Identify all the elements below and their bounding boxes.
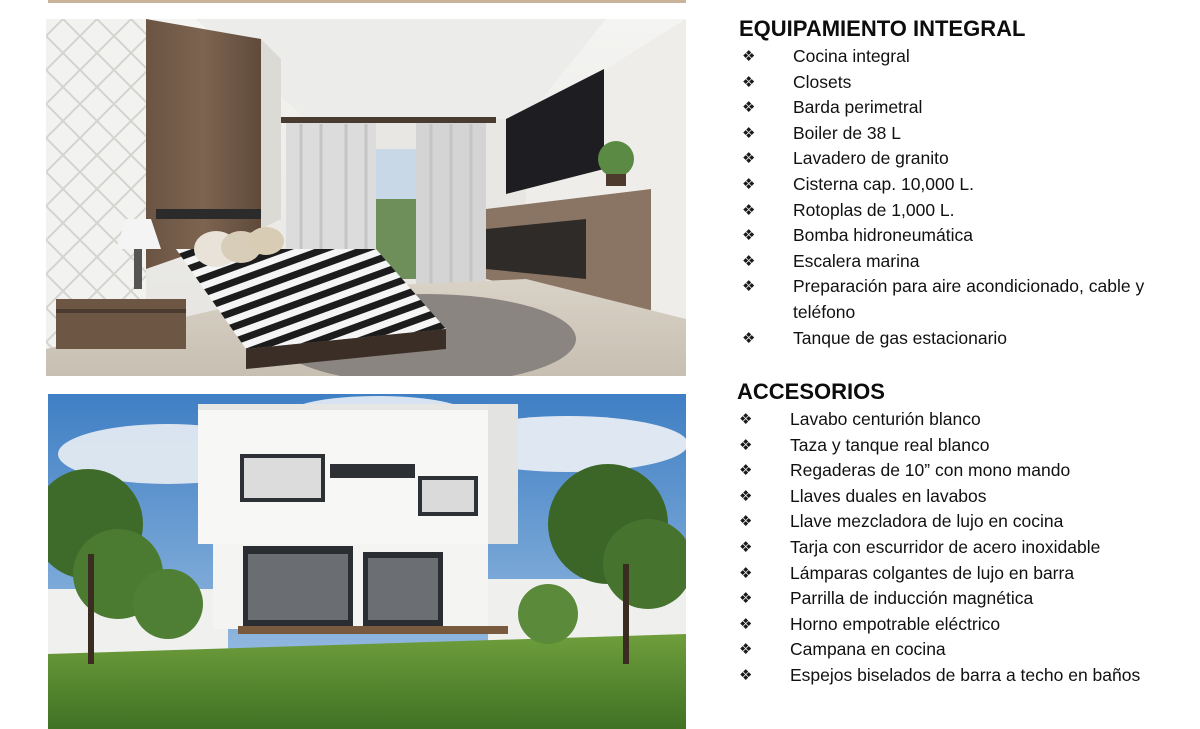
list-item <box>742 274 1182 325</box>
list-item <box>739 509 1189 535</box>
diamond-bullet-icon: ❖ <box>742 72 756 91</box>
list-item <box>739 612 1189 638</box>
list-item <box>742 326 1182 352</box>
bedroom-render-image <box>46 19 686 376</box>
list-item <box>742 44 1182 70</box>
list-item <box>739 484 1189 510</box>
list-item-label: Lavadero de granito <box>793 148 949 169</box>
top-image-edge <box>48 0 686 3</box>
list-item-label: Espejos biselados de barra a techo en baños <box>790 664 1141 685</box>
list-item <box>742 146 1182 172</box>
diamond-bullet-icon: ❖ <box>739 512 753 531</box>
diamond-bullet-icon: ❖ <box>739 665 753 684</box>
list-item <box>742 172 1182 198</box>
list-item <box>742 70 1182 96</box>
list-item <box>739 433 1189 459</box>
list-item <box>742 223 1182 249</box>
diamond-bullet-icon: ❖ <box>742 174 756 193</box>
list-item-label: Taza y tanque real blanco <box>790 434 990 455</box>
list-item-label: Escalera marina <box>793 250 920 271</box>
list-item <box>739 586 1189 612</box>
diamond-bullet-icon: ❖ <box>739 435 753 454</box>
list-item-label: Campana en cocina <box>790 639 946 660</box>
list-item <box>739 535 1189 561</box>
list-item-label: Tarja con escurridor de acero inoxidable <box>790 536 1101 557</box>
list-item <box>739 663 1189 689</box>
diamond-bullet-icon: ❖ <box>739 563 753 582</box>
diamond-bullet-icon: ❖ <box>739 486 753 505</box>
diamond-bullet-icon: ❖ <box>739 410 753 428</box>
diamond-bullet-icon: ❖ <box>742 200 756 219</box>
diamond-bullet-icon: ❖ <box>742 277 756 296</box>
list-item-label: Bomba hidroneumática <box>793 225 973 246</box>
diamond-bullet-icon: ❖ <box>742 328 756 347</box>
list-item-label: Tanque de gas estacionario <box>793 327 1008 348</box>
list-item <box>742 198 1182 224</box>
list-item <box>742 95 1182 121</box>
diamond-bullet-icon: ❖ <box>742 123 756 142</box>
list-item-label: Closets <box>793 71 852 92</box>
list-item-label: Barda perimetral <box>793 97 923 118</box>
list-item-label: Boiler de 38 L <box>793 122 901 143</box>
diamond-bullet-icon: ❖ <box>739 614 753 633</box>
house-exterior-render-image <box>48 394 686 729</box>
list-item <box>739 407 1189 433</box>
list-item-label: Preparación para aire acondicionado, cable y teléfono <box>793 276 1145 322</box>
diamond-bullet-icon: ❖ <box>742 98 756 117</box>
list-item <box>739 561 1189 587</box>
list-item-label: Lavabo centurión blanco <box>790 409 981 429</box>
list-item-label: Regaderas de 10” con mono mando <box>790 460 1071 481</box>
list-item-label: Rotoplas de 1,000 L. <box>793 199 955 220</box>
list-item-label: Parrilla de inducción magnética <box>790 588 1034 609</box>
list-item <box>739 637 1189 663</box>
diamond-bullet-icon: ❖ <box>742 149 756 168</box>
accesorios-title: ACCESORIOS <box>737 379 885 404</box>
list-item-label: Cocina integral <box>793 46 910 66</box>
equipamiento-title: EQUIPAMIENTO INTEGRAL <box>739 16 1026 41</box>
list-item-label: Cisterna cap. 10,000 L. <box>793 173 974 194</box>
list-item-label: Horno empotrable eléctrico <box>790 613 1001 634</box>
accesorios-list <box>739 407 1189 689</box>
list-item <box>742 249 1182 275</box>
equipamiento-list <box>742 44 1182 351</box>
diamond-bullet-icon: ❖ <box>739 589 753 608</box>
diamond-bullet-icon: ❖ <box>739 461 753 480</box>
list-item <box>739 458 1189 484</box>
list-item <box>742 121 1182 147</box>
diamond-bullet-icon: ❖ <box>739 640 753 659</box>
diamond-bullet-icon: ❖ <box>742 47 756 65</box>
list-item-label: Lámparas colgantes de lujo en barra <box>790 562 1075 583</box>
list-item-label: Llave mezcladora de lujo en cocina <box>790 511 1064 532</box>
list-item-label: Llaves duales en lavabos <box>790 485 987 506</box>
diamond-bullet-icon: ❖ <box>742 251 756 270</box>
diamond-bullet-icon: ❖ <box>739 537 753 556</box>
diamond-bullet-icon: ❖ <box>742 226 756 245</box>
